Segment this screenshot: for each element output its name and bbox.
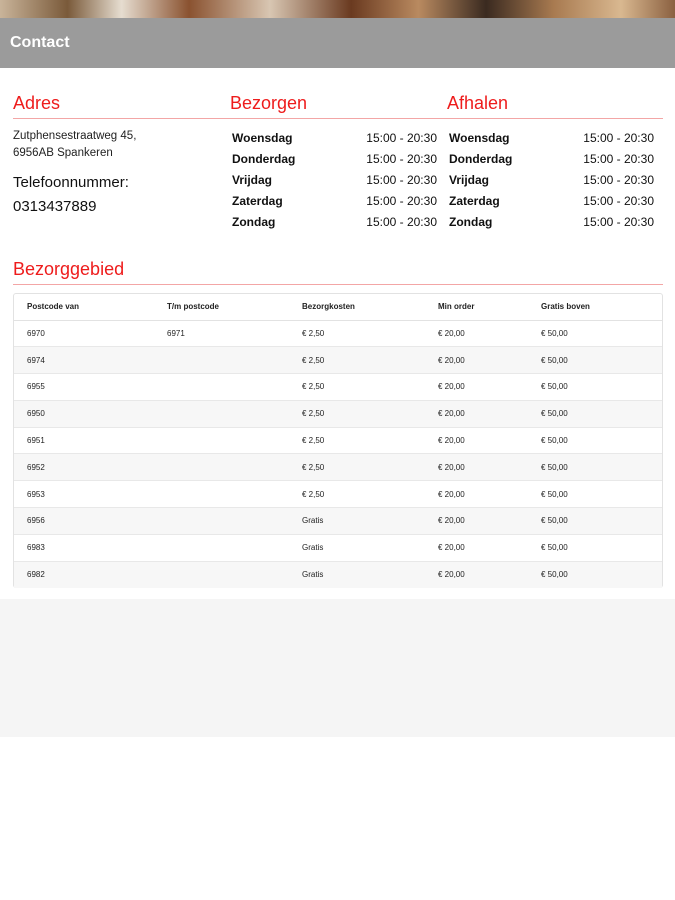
- table-cell: € 50,00: [528, 534, 662, 561]
- table-cell: 6955: [14, 374, 154, 401]
- table-cell: € 2,50: [289, 427, 425, 454]
- area-heading: Bezorggebied: [13, 259, 125, 279]
- page-title: Contact: [10, 34, 70, 51]
- hours-row: [449, 149, 654, 170]
- table-cell: [154, 347, 289, 374]
- hours-day: Zaterdag: [232, 194, 283, 208]
- table-cell: € 20,00: [425, 508, 528, 535]
- hours-row: [232, 191, 437, 212]
- table-cell: 6951: [14, 427, 154, 454]
- table-column-header: Bezorgkosten: [289, 294, 425, 320]
- table-row: [14, 561, 662, 588]
- table-cell: [154, 561, 289, 588]
- hours-time: 15:00 - 20:30: [366, 173, 437, 187]
- hours-day: Zaterdag: [449, 194, 500, 208]
- address-heading: Adres: [13, 93, 61, 113]
- table-cell: € 50,00: [528, 320, 662, 347]
- table-row: [14, 427, 662, 454]
- table-cell: 6970: [14, 320, 154, 347]
- table-cell: [154, 454, 289, 481]
- table-cell: € 20,00: [425, 481, 528, 508]
- table-cell: 6983: [14, 534, 154, 561]
- table-cell: € 20,00: [425, 347, 528, 374]
- table-cell: € 2,50: [289, 400, 425, 427]
- table-row: [14, 320, 662, 347]
- table-header-row: [14, 294, 662, 320]
- table-column-header: Postcode van: [14, 294, 154, 320]
- table-row: [14, 400, 662, 427]
- hours-row: [449, 170, 654, 191]
- hours-time: 15:00 - 20:30: [366, 152, 437, 166]
- table-row: [14, 374, 662, 401]
- table-cell: € 2,50: [289, 454, 425, 481]
- page-footer-area: [0, 599, 675, 737]
- table-column-header: T/m postcode: [154, 294, 289, 320]
- table-cell: € 50,00: [528, 481, 662, 508]
- table-cell: 6956: [14, 508, 154, 535]
- table-cell: [154, 400, 289, 427]
- hours-time: 15:00 - 20:30: [583, 131, 654, 145]
- hours-day: Zondag: [232, 215, 276, 229]
- table-cell: € 50,00: [528, 374, 662, 401]
- table-cell: € 50,00: [528, 508, 662, 535]
- table-cell: € 50,00: [528, 400, 662, 427]
- table-cell: € 20,00: [425, 427, 528, 454]
- hours-row: [232, 128, 437, 149]
- table-cell: € 20,00: [425, 534, 528, 561]
- table-cell: € 50,00: [528, 454, 662, 481]
- table-cell: € 20,00: [425, 400, 528, 427]
- table-row: [14, 454, 662, 481]
- table-cell: Gratis: [289, 534, 425, 561]
- hours-day: Donderdag: [449, 152, 513, 166]
- table-cell: 6953: [14, 481, 154, 508]
- pickup-heading: Afhalen: [447, 93, 509, 113]
- table-cell: € 50,00: [528, 561, 662, 588]
- table-cell: [154, 508, 289, 535]
- delivery-section: [230, 92, 307, 118]
- table-cell: € 20,00: [425, 374, 528, 401]
- hours-time: 15:00 - 20:30: [583, 194, 654, 208]
- hours-row: [232, 149, 437, 170]
- hours-day: Donderdag: [232, 152, 296, 166]
- hours-time: 15:00 - 20:30: [583, 215, 654, 229]
- hours-day: Zondag: [449, 215, 493, 229]
- table-cell: € 2,50: [289, 374, 425, 401]
- table-cell: [154, 427, 289, 454]
- hours-row: [232, 212, 437, 233]
- hours-time: 15:00 - 20:30: [366, 194, 437, 208]
- hours-time: 15:00 - 20:30: [583, 173, 654, 187]
- table-cell: € 20,00: [425, 454, 528, 481]
- table-cell: € 2,50: [289, 347, 425, 374]
- hours-day: Vrijdag: [449, 173, 490, 187]
- hours-row: [232, 170, 437, 191]
- table-column-header: Gratis boven: [528, 294, 662, 320]
- page-header: [0, 18, 675, 68]
- table-column-header: Min order: [425, 294, 528, 320]
- hours-time: 15:00 - 20:30: [366, 215, 437, 229]
- table-row: [14, 534, 662, 561]
- address-street: Zutphensestraatweg 45,: [13, 130, 137, 142]
- table-cell: 6971: [154, 320, 289, 347]
- heading-divider: [13, 118, 663, 119]
- hours-row: [449, 128, 654, 149]
- phone-number[interactable]: 0313437889: [13, 198, 97, 215]
- table-cell: 6974: [14, 347, 154, 374]
- pickup-hours: [449, 128, 654, 233]
- table-cell: € 50,00: [528, 347, 662, 374]
- hours-time: 15:00 - 20:30: [583, 152, 654, 166]
- pickup-section: [447, 92, 508, 118]
- area-divider: [13, 284, 663, 285]
- delivery-area-table: [13, 293, 663, 588]
- table-cell: € 2,50: [289, 320, 425, 347]
- table-cell: 6950: [14, 400, 154, 427]
- address-city: 6956AB Spankeren: [13, 147, 113, 159]
- table-cell: 6982: [14, 561, 154, 588]
- address-text: [13, 128, 136, 162]
- table-row: [14, 508, 662, 535]
- table-row: [14, 347, 662, 374]
- table-cell: Gratis: [289, 561, 425, 588]
- hero-image: [0, 0, 675, 18]
- table-cell: [154, 534, 289, 561]
- address-section: [13, 92, 60, 118]
- hours-time: 15:00 - 20:30: [366, 131, 437, 145]
- hours-day: Woensdag: [232, 131, 293, 145]
- table-cell: 6952: [14, 454, 154, 481]
- table-row: [14, 481, 662, 508]
- table-cell: € 2,50: [289, 481, 425, 508]
- table-cell: Gratis: [289, 508, 425, 535]
- table-cell: € 20,00: [425, 561, 528, 588]
- table-cell: € 50,00: [528, 427, 662, 454]
- delivery-hours: [232, 128, 437, 233]
- table-cell: [154, 481, 289, 508]
- hours-day: Vrijdag: [232, 173, 273, 187]
- table-cell: [154, 374, 289, 401]
- hours-day: Woensdag: [449, 131, 510, 145]
- contact-card: [0, 68, 675, 599]
- table-cell: € 20,00: [425, 320, 528, 347]
- phone-label: Telefoonnummer:: [13, 174, 129, 191]
- hours-row: [449, 191, 654, 212]
- hours-row: [449, 212, 654, 233]
- delivery-heading: Bezorgen: [230, 93, 308, 113]
